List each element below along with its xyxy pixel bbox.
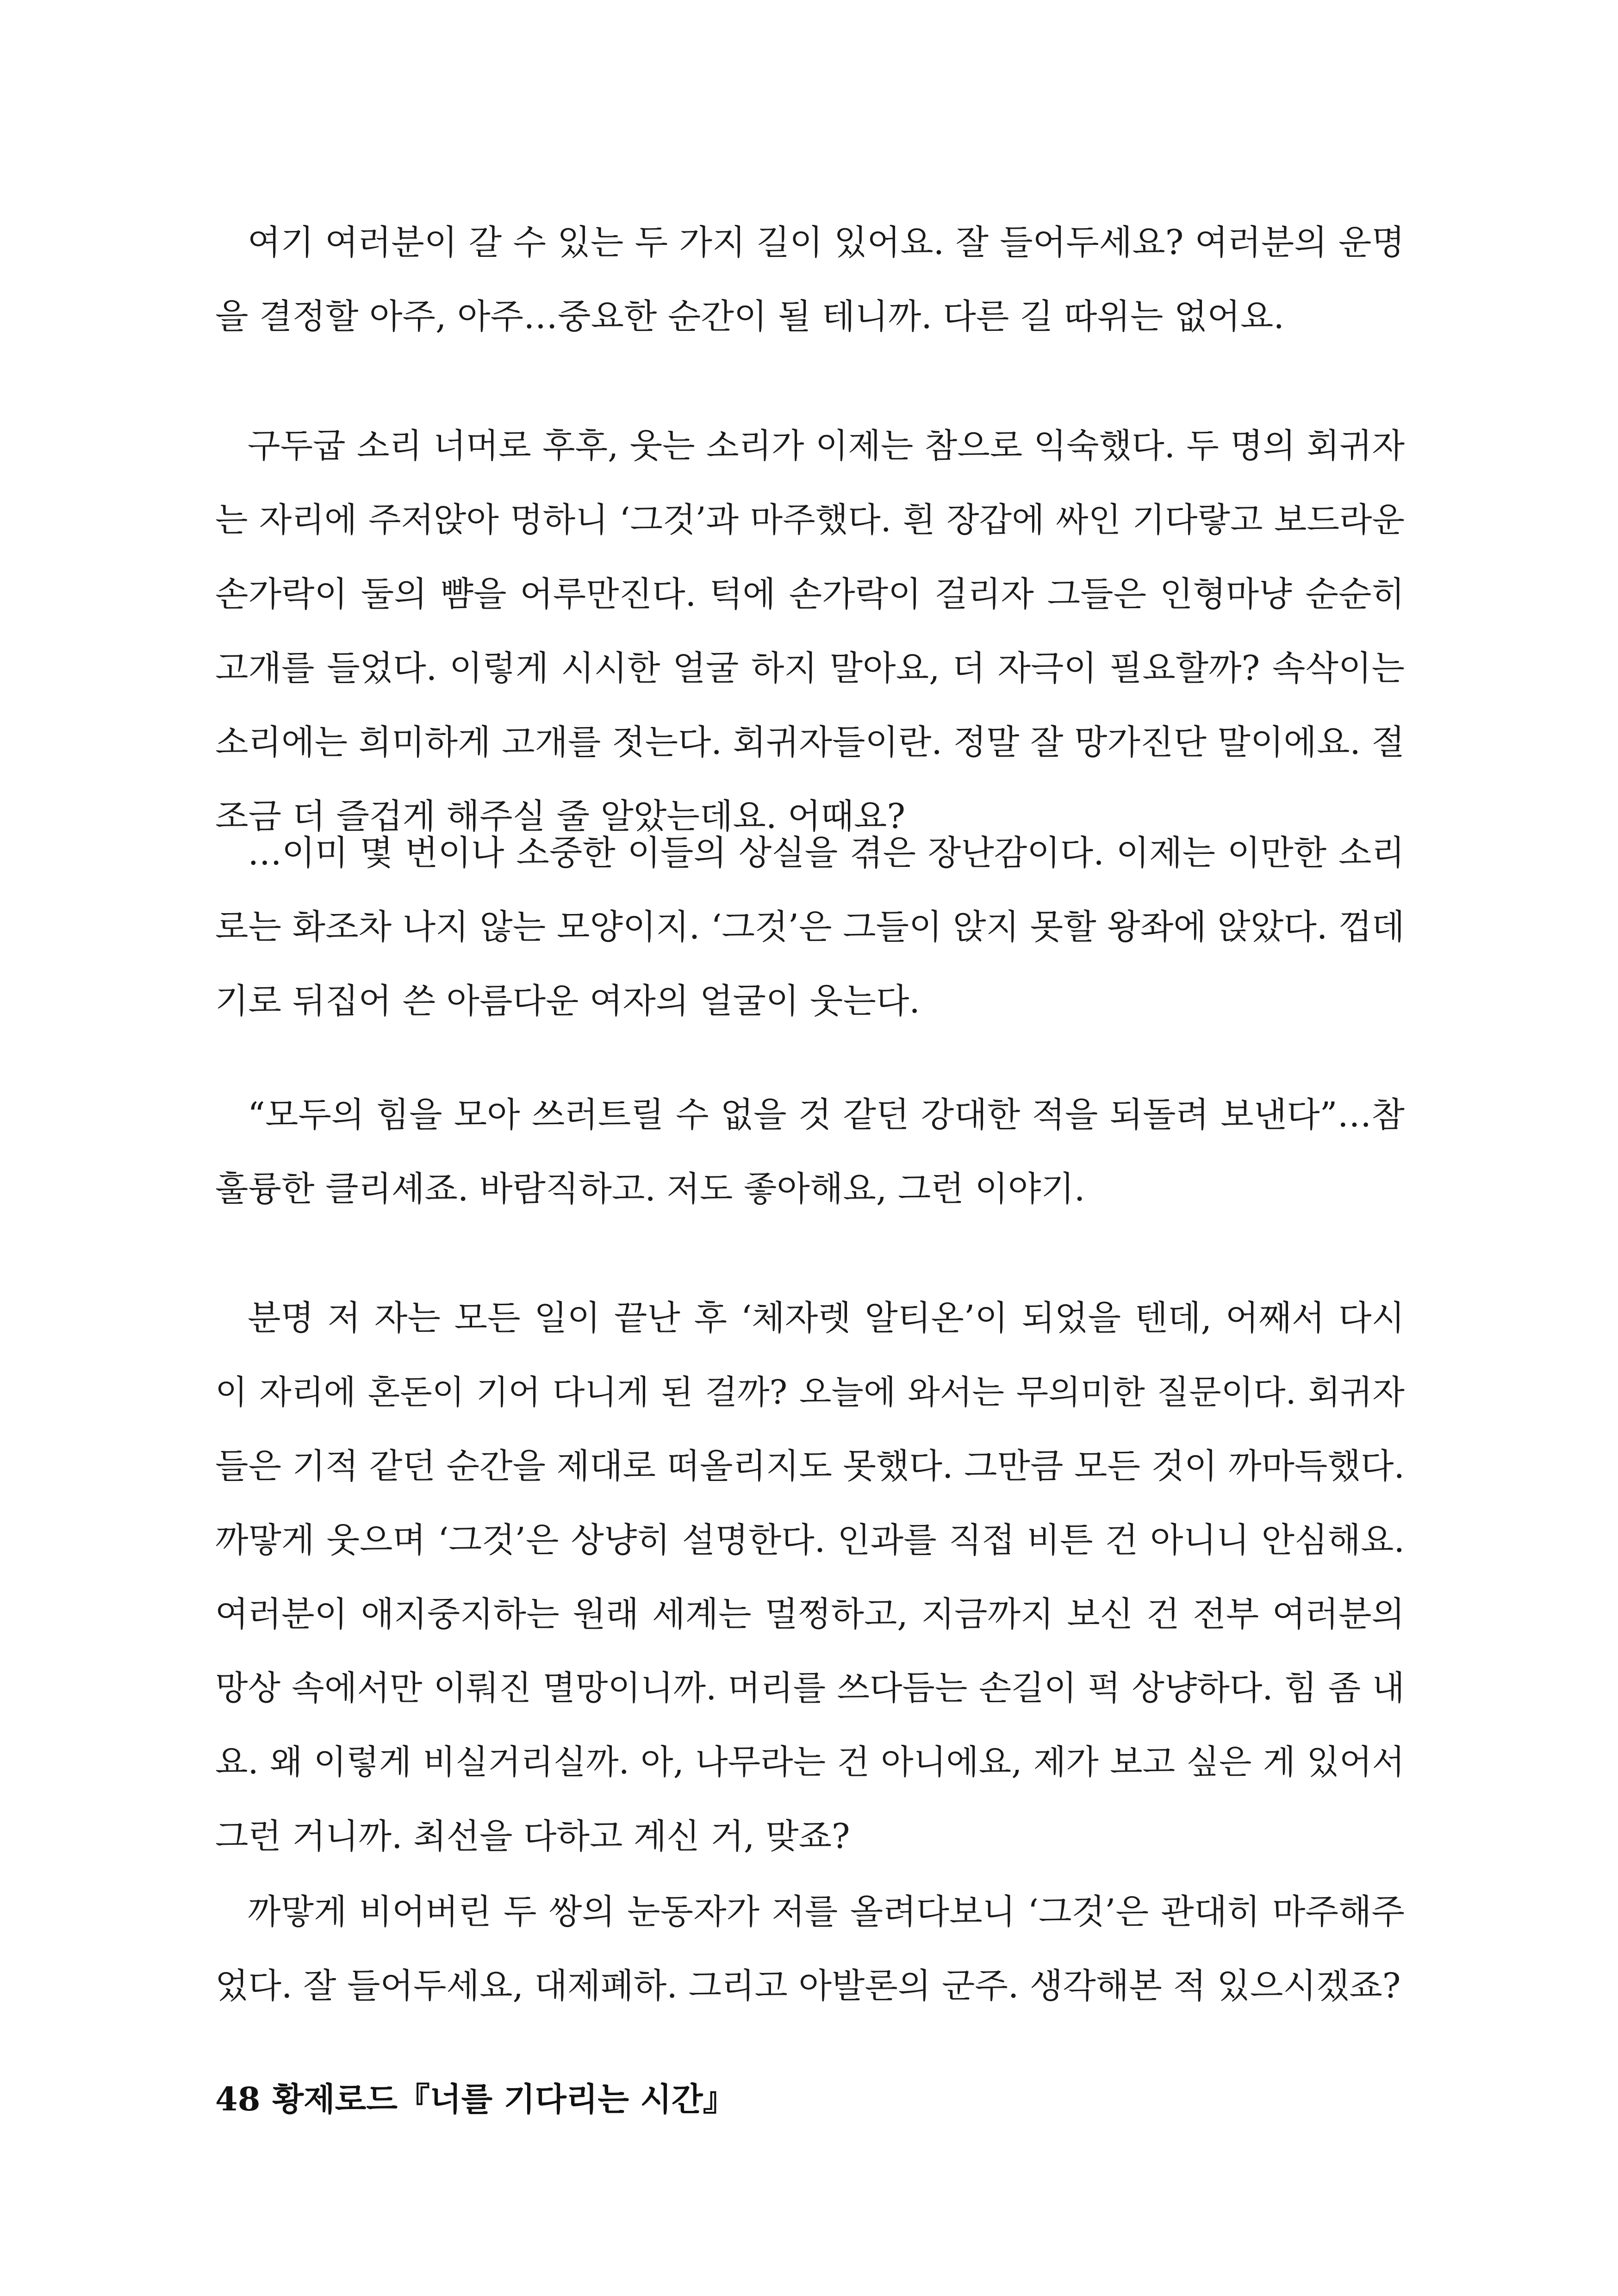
book-title: 황제로드『너를 기다리는 시간』 — [272, 2080, 735, 2118]
text-line: 로는 화조차 나지 않는 모양이지. ‘그것’은 그들이 앉지 못할 왕좌에 앉았다. 껍데 — [215, 907, 1405, 947]
text-line: …이미 몇 번이나 소중한 이들의 상실을 겪은 장난감이다. 이제는 이만한 소리 — [248, 833, 1405, 873]
text-line: 망상 속에서만 이뤄진 멸망이니까. 머리를 쓰다듬는 손길이 퍽 상냥하다. 힘 좀 내 — [215, 1668, 1405, 1708]
paragraph-1 — [215, 205, 1405, 354]
paragraph-5 — [215, 1281, 1405, 1873]
text-line: “모두의 힘을 모아 쓰러트릴 수 없을 것 같던 강대한 적을 되돌려 보낸다”…참 — [248, 1095, 1405, 1135]
text-line: 는 자리에 주저앉아 멍하니 ‘그것’과 마주했다. 흰 장갑에 싸인 기다랗고 보드라운 — [215, 500, 1405, 540]
text-line: 을 결정할 아주, 아주…중요한 순간이 될 테니까. 다른 길 따위는 없어요. — [215, 297, 1284, 336]
paragraph-4 — [215, 1078, 1405, 1226]
text-line: 훌륭한 클리셰죠. 바람직하고. 저도 좋아해요, 그런 이야기. — [215, 1169, 1085, 1209]
text-line: 이 자리에 혼돈이 기어 다니게 된 걸까? 오늘에 와서는 무의미한 질문이다. 회귀자 — [215, 1373, 1405, 1412]
text-line: 조금 더 즐겁게 해주실 줄 알았는데요. 어때요? — [215, 796, 906, 836]
text-line: 고개를 들었다. 이렇게 시시한 얼굴 하지 말아요, 더 자극이 필요할까? 속삭이는 — [215, 648, 1405, 688]
text-line: 기로 뒤집어 쓴 아름다운 여자의 얼굴이 웃는다. — [215, 981, 920, 1021]
page-footer — [215, 2073, 735, 2120]
text-line: 손가락이 둘의 뺨을 어루만진다. 턱에 손가락이 걸리자 그들은 인형마냥 순순히 — [215, 574, 1405, 614]
paragraph-3 — [215, 816, 1405, 1038]
text-line: 그런 거니까. 최선을 다하고 계신 거, 맞죠? — [215, 1817, 850, 1856]
text-line: 구두굽 소리 너머로 후후, 웃는 소리가 이제는 참으로 익숙했다. 두 명의 회귀자 — [248, 426, 1405, 466]
text-line: 요. 왜 이렇게 비실거리실까. 아, 나무라는 건 아니에요, 제가 보고 싶은 게 있어서 — [215, 1742, 1405, 1782]
text-line: 분명 저 자는 모든 일이 끝난 후 ‘체자렛 알티온’이 되었을 텐데, 어째서 다시 — [248, 1298, 1405, 1338]
text-line: 까맣게 웃으며 ‘그것’은 상냥히 설명한다. 인과를 직접 비튼 건 아니니 안심해요. — [215, 1520, 1405, 1560]
paragraph-6 — [215, 1875, 1405, 2023]
text-line: 었다. 잘 들어두세요, 대제폐하. 그리고 아발론의 군주. 생각해본 적 있으시겠죠? — [215, 1966, 1401, 2006]
text-line: 들은 기적 같던 순간을 제대로 떠올리지도 못했다. 그만큼 모든 것이 까마득했다. — [215, 1446, 1405, 1486]
text-line: 여러분이 애지중지하는 원래 세계는 멀쩡하고, 지금까지 보신 건 전부 여러분의 — [215, 1594, 1405, 1634]
paragraph-2 — [215, 409, 1405, 853]
text-line: 까맣게 비어버린 두 쌍의 눈동자가 저를 올려다보니 ‘그것’은 관대히 마주해주 — [248, 1892, 1405, 1932]
text-line: 소리에는 희미하게 고개를 젓는다. 회귀자들이란. 정말 잘 망가진단 말이에요. 절 — [215, 722, 1405, 762]
text-line: 여기 여러분이 갈 수 있는 두 가지 길이 있어요. 잘 들어두세요? 여러분의 운명 — [248, 223, 1405, 262]
page-number: 48 — [215, 2080, 261, 2118]
